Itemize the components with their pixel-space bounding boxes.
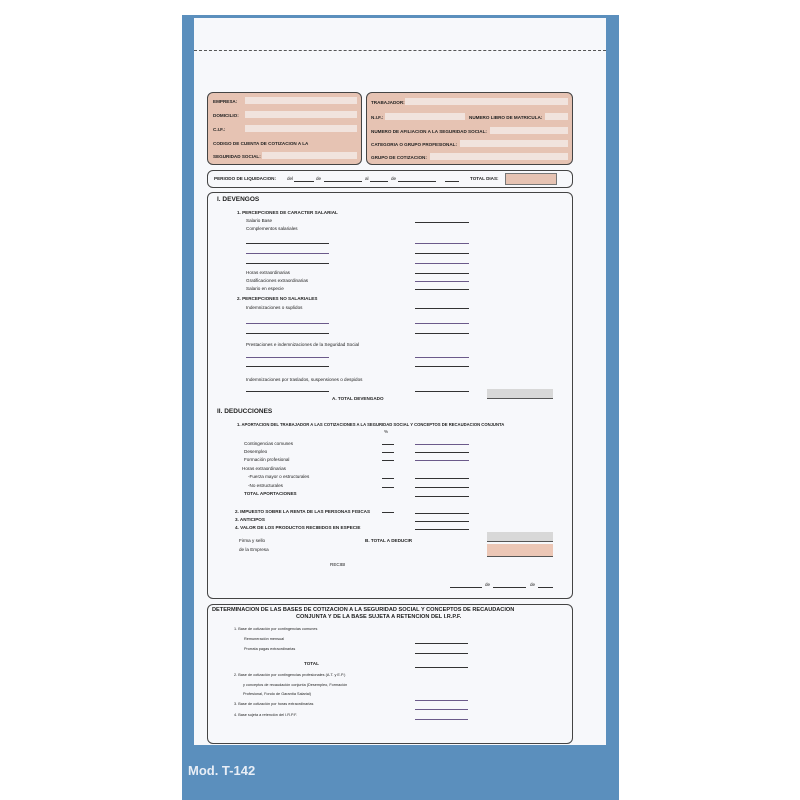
amount-line[interactable] [415, 667, 468, 668]
trabajador-field[interactable] [405, 98, 568, 105]
pct-line[interactable] [382, 512, 394, 513]
pct-line[interactable] [382, 460, 394, 461]
label-total-aportaciones: TOTAL APORTACIONES [244, 491, 297, 496]
label-ss: SEGURIDAD SOCIAL: [213, 154, 261, 159]
label-de: de [530, 582, 536, 587]
amount-line[interactable] [415, 333, 469, 334]
label-remuneracion: Remuneración mensual [244, 637, 285, 641]
amount-line[interactable] [415, 496, 469, 497]
amount-line[interactable] [415, 308, 469, 309]
label-afiliacion: NUMERO DE AFILIACION A LA SEGURIDAD SOCIAL: [371, 129, 487, 134]
amount-line[interactable] [415, 487, 469, 488]
amount-line[interactable] [415, 709, 468, 710]
liquido-field[interactable] [487, 544, 553, 557]
label-salario-base: Salario Base [246, 218, 273, 223]
grupo-field[interactable] [430, 153, 568, 160]
label-base-profesionales-3: Profesional, Fondo de Garantía Salarial) [243, 692, 311, 696]
label-empresa: EMPRESA: [213, 99, 238, 104]
label-traslados: Indemnizaciones por traslados, suspensiones o despidos [246, 377, 363, 382]
label-de2: de [391, 176, 397, 181]
label-formacion: Formación profesional [244, 457, 290, 462]
date-place-line[interactable] [450, 587, 482, 588]
pct-line[interactable] [382, 444, 394, 445]
label-irpf: 2. IMPUESTO SOBRE LA RENTA DE LAS PERSONAS FISICAS [235, 509, 371, 514]
label-empresa-firma: de la Empresa [239, 547, 269, 552]
tear-line [194, 50, 606, 51]
amount-line[interactable] [415, 281, 469, 282]
model-number: Mod. T-142 [188, 763, 256, 778]
afiliacion-field[interactable] [490, 127, 568, 134]
bases-subtitle: CONJUNTA Y DE LA BASE SUJETA A RETENCION DEL I.R.P.F. [296, 614, 462, 620]
label-base-irpf: 4. Base sujeta a retención del I.R.P.F. [234, 713, 298, 717]
label-grupo: GRUPO DE COTIZACION: [371, 155, 427, 160]
label-complementos: Complementos salariales [246, 226, 298, 231]
amount-line[interactable] [415, 253, 469, 254]
label-trabajador: TRABAJADOR: [371, 100, 405, 105]
libro-field[interactable] [545, 113, 568, 120]
total-dias-field[interactable] [505, 173, 557, 185]
pct-line[interactable] [382, 478, 394, 479]
amount-line[interactable] [415, 222, 469, 223]
date-year-line[interactable] [538, 587, 553, 588]
entry-line[interactable] [246, 357, 329, 358]
al-line[interactable] [370, 181, 388, 182]
amount-line[interactable] [415, 452, 469, 453]
label-domicilio: DOMICILIO: [213, 113, 239, 118]
de2-line[interactable] [398, 181, 436, 182]
label-indemnizaciones: Indemnizaciones o suplidos [246, 305, 303, 310]
domicilio-field[interactable] [245, 111, 357, 118]
amount-line[interactable] [415, 521, 469, 522]
total-deducir-field[interactable] [487, 532, 553, 542]
amount-line[interactable] [415, 643, 468, 644]
label-base-profesionales: 2. Base de cotización por contingencias profesionales (A.T. y E.P.) [234, 673, 346, 677]
label-al: al [365, 176, 369, 181]
amount-line[interactable] [415, 323, 469, 324]
label-total-dias: TOTAL DIAS: [470, 176, 499, 181]
label-base-comunes: 1. Base de cotización por contingencias comunes [234, 627, 318, 631]
label-fuerza-mayor: -Fuerza mayor o estructurales [248, 474, 310, 479]
bases-title: DETERMINACION DE LAS BASES DE COTIZACION A LA SEGURIDAD SOCIAL Y CONCEPTOS DE RECAUDACION [212, 607, 515, 613]
label-prestaciones: Prestaciones e indemnizaciones de la Seguridad Social [246, 342, 360, 347]
year-line[interactable] [445, 181, 459, 182]
amount-line[interactable] [415, 366, 469, 367]
label-salario-especie: Salario en especie [246, 286, 284, 291]
label-cif: C.I.F.: [213, 127, 226, 132]
percent-label: % [384, 429, 389, 434]
entry-line[interactable] [246, 263, 329, 264]
de-line[interactable] [324, 181, 362, 182]
amount-line[interactable] [415, 513, 469, 514]
entry-line[interactable] [246, 243, 329, 244]
label-base-horas: 3. Base de cotización por horas extraordinarias [234, 702, 314, 706]
amount-line[interactable] [415, 391, 469, 392]
amount-line[interactable] [415, 460, 469, 461]
label-gratificaciones: Gratificaciones extraordinarias [246, 278, 309, 283]
label-valor-especie: 4. VALOR DE LOS PRODUCTOS RECIBIDOS EN ESPECIE [235, 525, 361, 530]
label-libro: NUMERO LIBRO DE MATRICULA: [469, 115, 543, 120]
label-base-profesionales-2: y conceptos de recaudación conjunta (Desempleo, Formación [243, 683, 348, 687]
pct-line[interactable] [382, 452, 394, 453]
label-anticipos: 3. ANTICIPOS [235, 517, 265, 522]
label-total-devengado: A. TOTAL DEVENGADO [332, 396, 384, 401]
amount-line[interactable] [415, 357, 469, 358]
ccc-field[interactable] [262, 152, 357, 159]
deducciones-heading: II. DEDUCCIONES [217, 408, 273, 415]
amount-line[interactable] [415, 444, 469, 445]
nif-field[interactable] [385, 113, 465, 120]
empresa-field[interactable] [245, 97, 357, 104]
entry-line[interactable] [246, 391, 329, 392]
label-horas-extra-ded: Horas extraordinarias [242, 466, 286, 471]
label-contingencias: Contingencias comunes [244, 441, 294, 446]
amount-line[interactable] [415, 653, 468, 654]
label-horas-extra: Horas extraordinarias [246, 270, 290, 275]
label-de: de [316, 176, 322, 181]
section-no-salarial: 2. PERCEPCIONES NO SALARIALES [237, 296, 318, 301]
amount-line[interactable] [415, 478, 469, 479]
label-desempleo: Desempleo [244, 449, 268, 454]
entry-line[interactable] [246, 253, 329, 254]
cif-field[interactable] [245, 125, 357, 132]
section-aportacion: 1. APORTACION DEL TRABAJADOR A LAS COTIZACIONES A LA SEGURIDAD SOCIAL Y CONCEPTOS DE RECAUDACION CONJUNTA [237, 422, 505, 427]
label-periodo: PERIODO DE LIQUIDACION: [214, 176, 277, 181]
date-month-line[interactable] [493, 587, 526, 588]
label-total-deducir: B. TOTAL A DEDUCIR [365, 538, 413, 543]
entry-line[interactable] [246, 366, 329, 367]
label-del: del [287, 176, 294, 181]
categoria-field[interactable] [460, 140, 568, 147]
total-devengado-field[interactable] [487, 389, 553, 399]
entry-line[interactable] [246, 333, 329, 334]
label-recibi: RECIBI [330, 562, 346, 567]
amount-line[interactable] [415, 243, 469, 244]
label-no-estructurales: -No estructurales [248, 483, 283, 488]
label-nif: N.I.F.: [371, 115, 384, 120]
amount-line[interactable] [415, 289, 469, 290]
label-bases-total: TOTAL [304, 661, 319, 666]
amount-line[interactable] [415, 700, 468, 701]
label-prorrata: Prorrata pagas extraordinarias [244, 647, 296, 651]
pct-line[interactable] [382, 487, 394, 488]
label-categoria: CATEGORIA O GRUPO PROFESIONAL: [371, 142, 458, 147]
label-firma: Firma y sello [239, 538, 266, 543]
del-line[interactable] [294, 181, 314, 182]
devengos-heading: I. DEVENGOS [217, 196, 260, 203]
label-de: de [485, 582, 491, 587]
section-salarial: 1. PERCEPCIONES DE CARACTER SALARIAL [237, 210, 338, 215]
label-ccc: CODIGO DE CUENTA DE COTIZACION A LA [213, 141, 309, 146]
entry-line[interactable] [246, 323, 329, 324]
amount-line[interactable] [415, 263, 469, 264]
amount-line[interactable] [415, 273, 469, 274]
amount-line[interactable] [415, 529, 469, 530]
amount-line[interactable] [415, 719, 468, 720]
